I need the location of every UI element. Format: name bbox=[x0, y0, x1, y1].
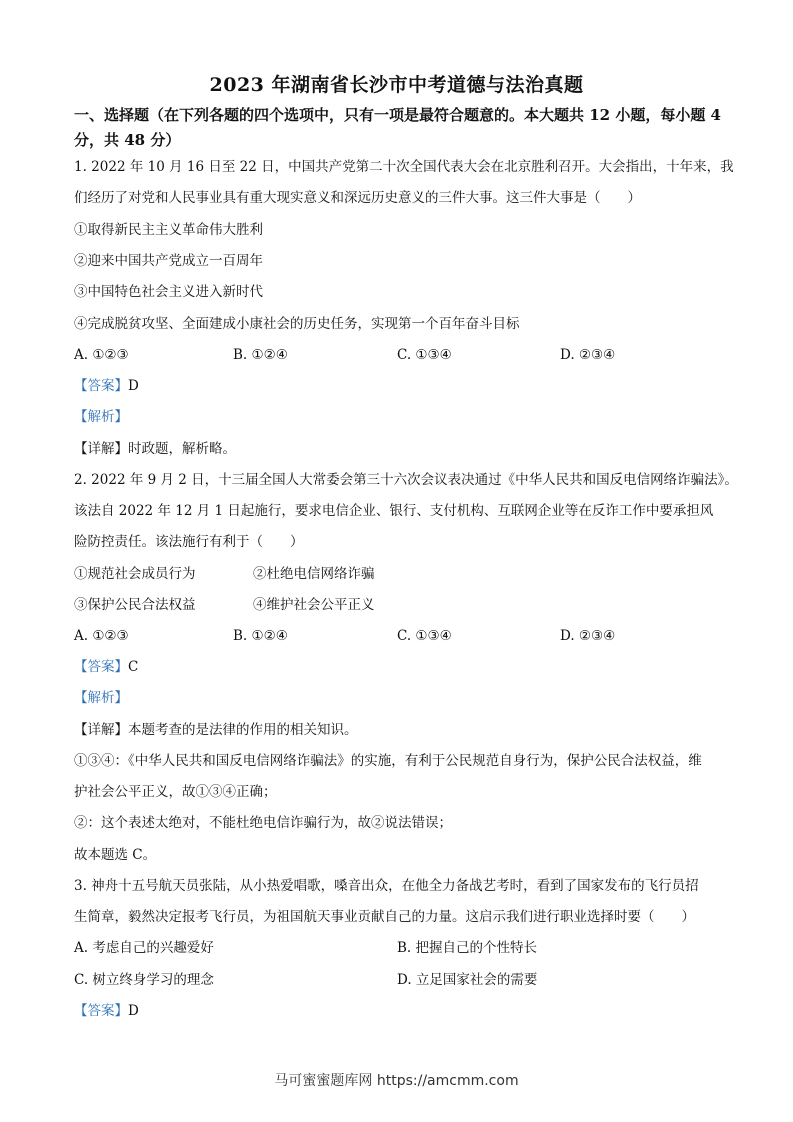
q2-option-c: C. ①③④ bbox=[397, 628, 452, 644]
analysis-tag: 【解析】 bbox=[74, 409, 128, 425]
q1-item-1: ①取得新民主主义革命伟大胜利 bbox=[74, 222, 263, 238]
q1-option-b: B. ①②④ bbox=[233, 347, 288, 363]
detail-tag: 【详解】 bbox=[74, 441, 128, 457]
detail-tag: 【详解】 bbox=[74, 722, 128, 738]
answer-value: C bbox=[128, 659, 139, 675]
q2-stem-line-1: 2. 2022 年 9 月 2 日，十三届全国人大常委会第三十六次会议表决通过《中华人民共和国反电信网络诈骗法》。 bbox=[74, 472, 738, 488]
q1-stem-line-2: 们经历了对党和人民事业具有重大现实意义和深远历史意义的三件大事。这三件大事是（ ） bbox=[74, 190, 641, 206]
q3-option-d: D. 立足国家社会的需要 bbox=[397, 972, 538, 988]
answer-tag: 【答案】 bbox=[74, 378, 128, 394]
q3-option-c: C. 树立终身学习的理念 bbox=[74, 972, 214, 988]
detail-text: 时政题，解析略。 bbox=[128, 441, 236, 457]
q1-answer bbox=[74, 377, 734, 395]
q3-answer bbox=[74, 1002, 734, 1020]
q1-stem-line-1: 1. 2022 年 10 月 16 日至 22 日，中国共产党第二十次全国代表大会在北京胜利召开。大会指出，十年来，我 bbox=[74, 159, 734, 175]
detail-text: 本题考查的是法律的作用的相关知识。 bbox=[128, 722, 358, 738]
q2-item-1: ①规范社会成员行为 bbox=[74, 566, 196, 582]
q2-option-b: B. ①②④ bbox=[233, 628, 288, 644]
q2-option-a: A. ①②③ bbox=[74, 628, 129, 644]
q2-item-4: ④维护社会公平正义 bbox=[253, 597, 375, 613]
q2-explanation-line-1: ①③④：《中华人民共和国反电信网络诈骗法》的实施，有利于公民规范自身行为，保护公民合法权益，维 bbox=[74, 753, 702, 769]
q3-stem-line-1: 3. 神舟十五号航天员张陆，从小热爱唱歌，嗓音出众，在他全力备战艺考时，看到了国家发布的飞行员招 bbox=[74, 878, 699, 894]
q2-explanation-line-2: 护社会公平正义，故①③④正确； bbox=[74, 784, 277, 800]
q2-item-2: ②杜绝电信网络诈骗 bbox=[253, 566, 375, 582]
q2-stem-line-2: 该法自 2022 年 12 月 1 日起施行，要求电信企业、银行、支付机构、互联网企业等在反诈工作中要承担风 bbox=[74, 503, 714, 519]
q2-answer bbox=[74, 658, 734, 676]
answer-value: D bbox=[128, 378, 139, 394]
q2-stem-line-3: 险防控责任。该法施行有利于（ ） bbox=[74, 534, 304, 550]
q3-stem-line-2: 生简章，毅然决定报考飞行员，为祖国航天事业贡献自己的力量。这启示我们进行职业选择时要（ ） bbox=[74, 909, 695, 925]
answer-value: D bbox=[128, 1003, 139, 1019]
q2-option-d: D. ②③④ bbox=[560, 628, 616, 644]
analysis-tag: 【解析】 bbox=[74, 690, 128, 706]
q2-detail bbox=[74, 721, 734, 739]
page-title: 2023 年湖南省长沙市中考道德与法治真题 bbox=[209, 74, 584, 96]
q2-explanation-line-3: ②：这个表述太绝对，不能杜绝电信诈骗行为，故②说法错误； bbox=[74, 815, 452, 831]
q1-item-2: ②迎来中国共产党成立一百周年 bbox=[74, 253, 263, 269]
q3-option-a: A. 考虑自己的兴趣爱好 bbox=[74, 940, 214, 956]
q2-explanation-line-4: 故本题选 C。 bbox=[74, 847, 157, 863]
q2-analysis bbox=[74, 689, 734, 707]
section-heading: 一、选择题（在下列各题的四个选项中，只有一项是最符合题意的。本大题共 12 小题，每小题 4 分，共 48 分） bbox=[74, 106, 721, 149]
q3-option-b: B. 把握自己的个性特长 bbox=[397, 940, 538, 956]
q1-detail bbox=[74, 440, 734, 458]
footer-watermark: 马可蜜蜜题库网 https://amcmm.com bbox=[274, 1073, 519, 1089]
q2-item-3: ③保护公民合法权益 bbox=[74, 597, 196, 613]
answer-tag: 【答案】 bbox=[74, 1003, 128, 1019]
q1-option-d: D. ②③④ bbox=[560, 347, 616, 363]
answer-tag: 【答案】 bbox=[74, 659, 128, 675]
q1-option-a: A. ①②③ bbox=[74, 347, 129, 363]
q1-item-3: ③中国特色社会主义进入新时代 bbox=[74, 284, 263, 300]
q1-analysis bbox=[74, 408, 734, 426]
q1-option-c: C. ①③④ bbox=[397, 347, 452, 363]
q1-item-4: ④完成脱贫攻坚、全面建成小康社会的历史任务，实现第一个百年奋斗目标 bbox=[74, 316, 520, 332]
